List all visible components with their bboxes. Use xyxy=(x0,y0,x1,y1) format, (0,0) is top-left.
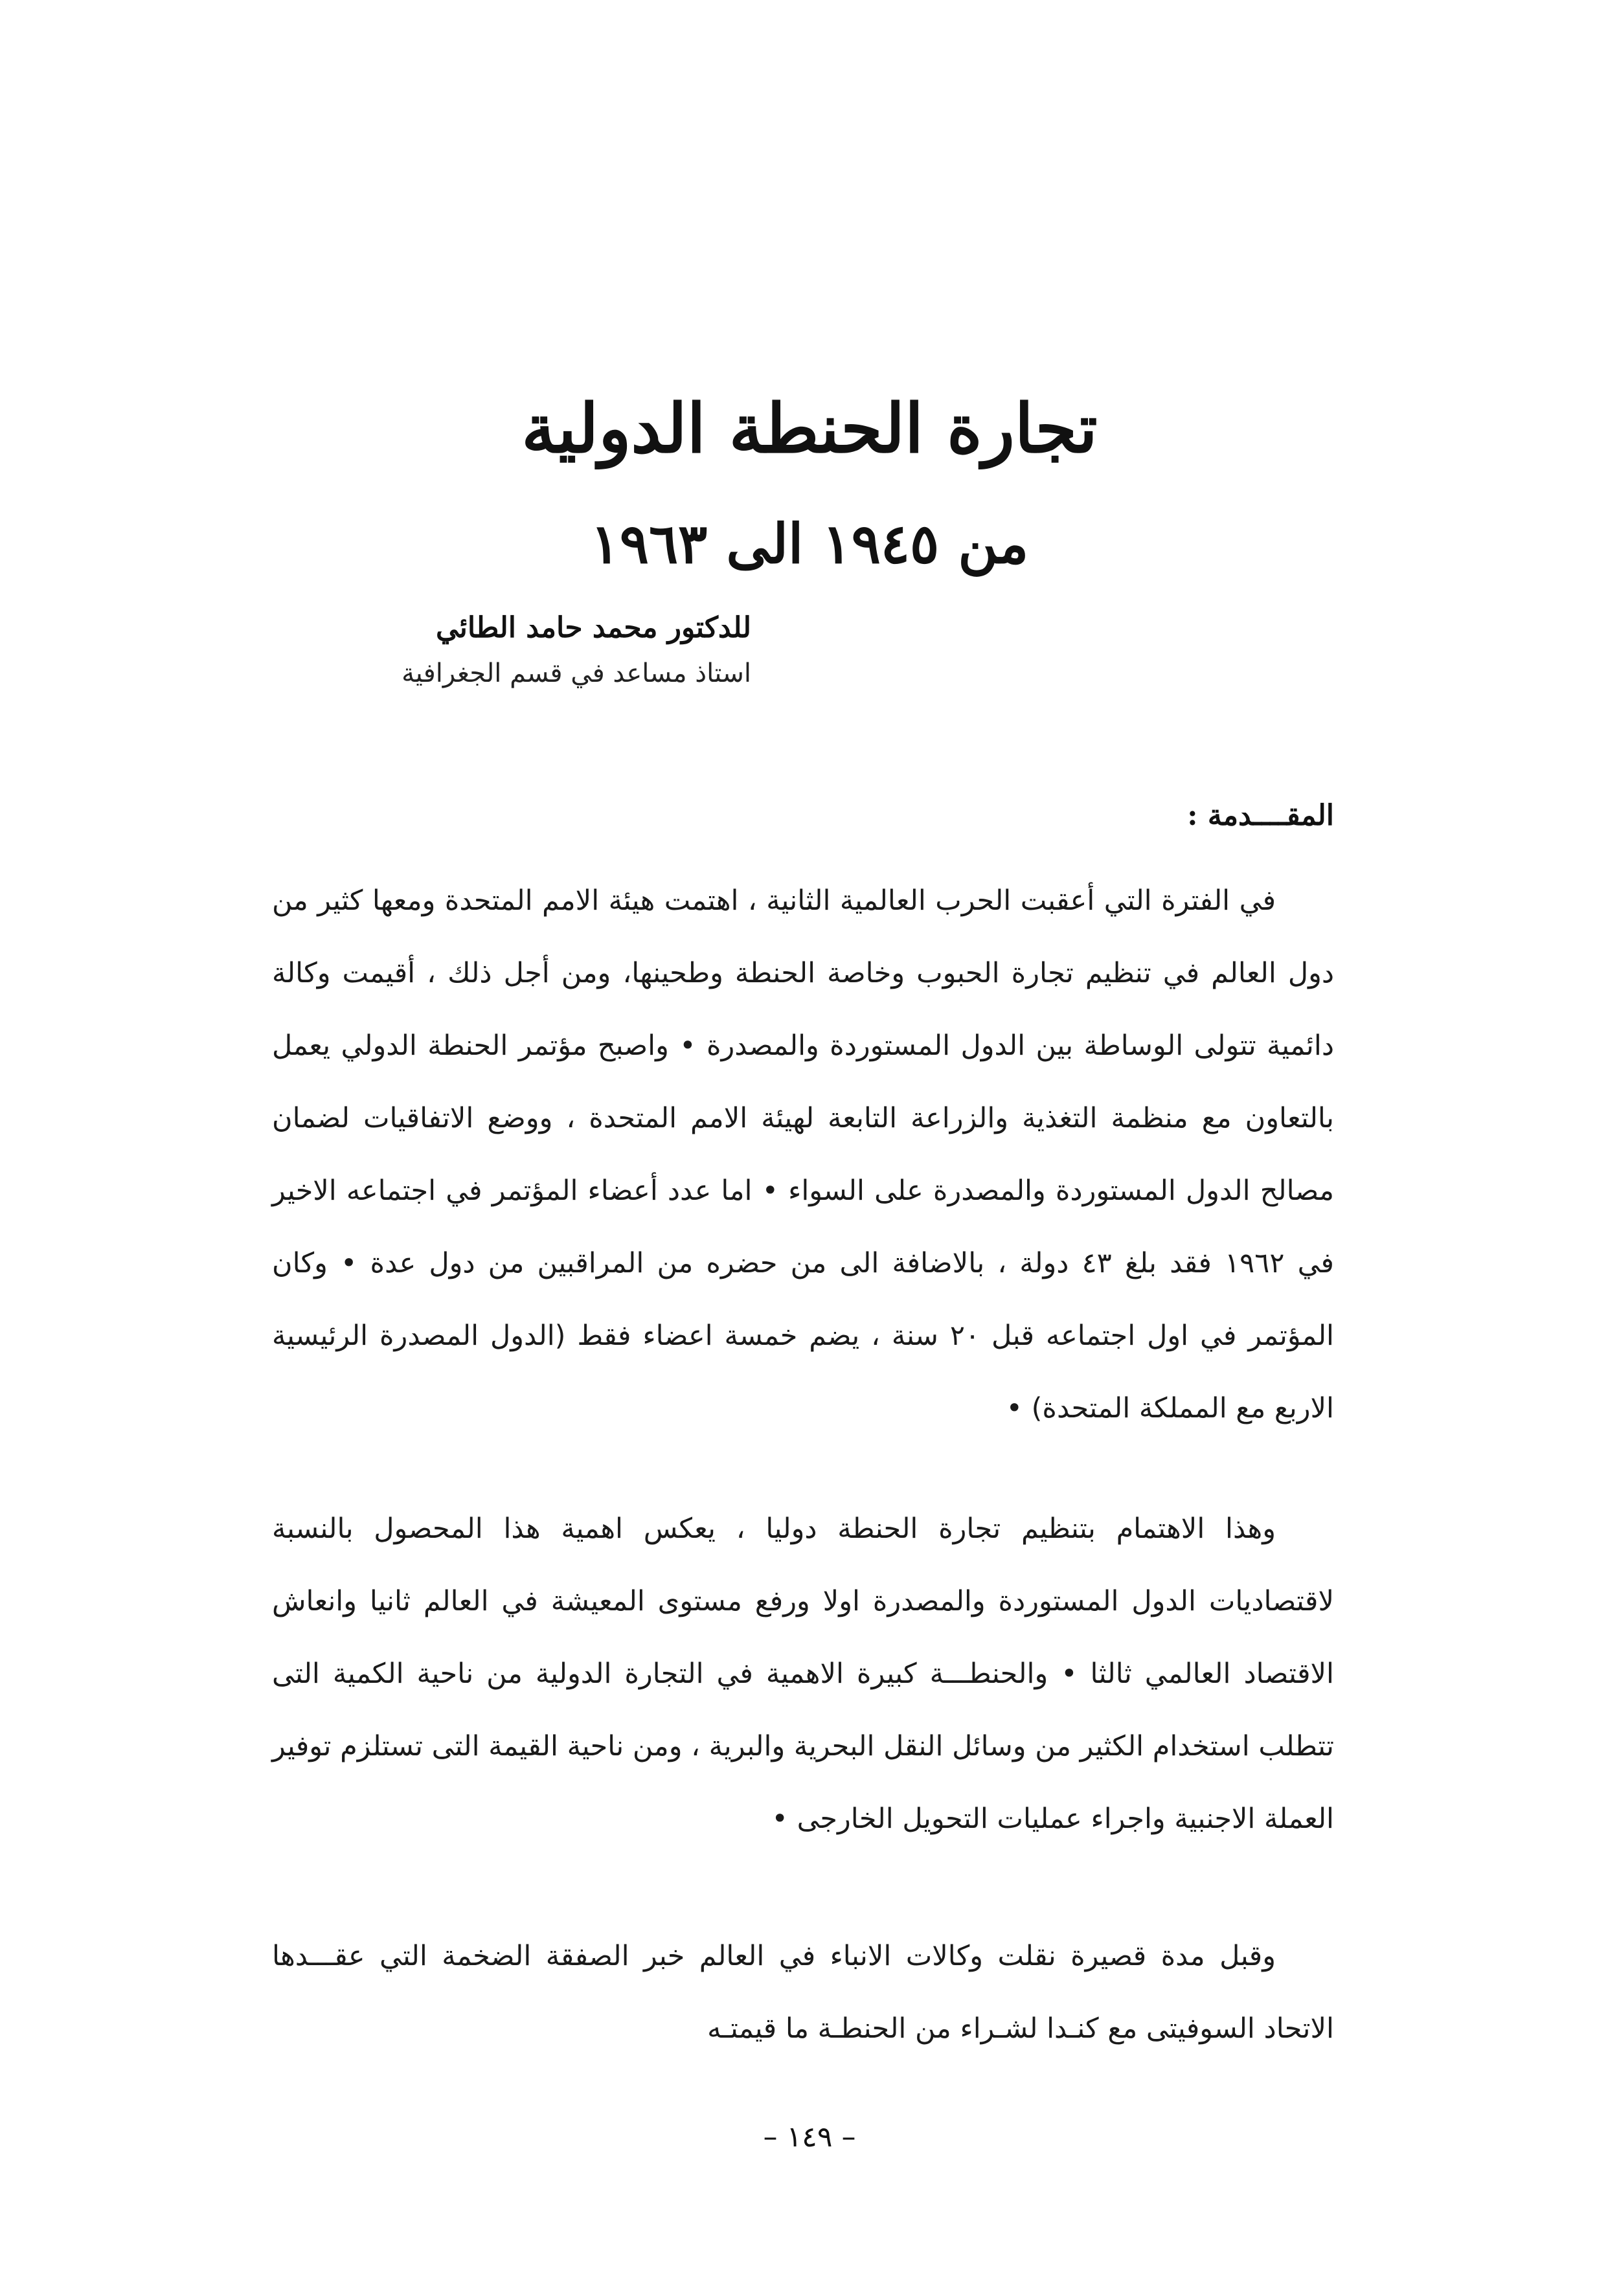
paragraph-text: وقبل مدة قصيرة نقلت وكالات الانباء في العالم خبر الصفقة الضخمة التي عقـــدها الاتحاد السوفيتى مع كنـدا لشـراء من الحنطـة ما قيمتـه xyxy=(272,1940,1334,2045)
body-paragraph-1 xyxy=(272,864,1334,1445)
article-title: تجارة الحنطة الدولية xyxy=(521,388,1098,468)
body-paragraph-2 xyxy=(272,1492,1334,1855)
page-number: – ١٤٩ – xyxy=(763,2121,856,2154)
body-paragraph-3 xyxy=(272,1920,1334,2065)
section-heading-introduction: المقــــدمة : xyxy=(1187,799,1334,832)
article-subtitle: من ١٩٤٥ الى ١٩٦٣ xyxy=(590,511,1029,576)
author-name: للدكتور محمد حامد الطائي xyxy=(435,611,751,644)
author-block xyxy=(285,605,751,696)
author-position: استاذ مساعد في قسم الجغرافية xyxy=(402,658,751,688)
paragraph-text: وهذا الاهتمام بتنظيم تجارة الحنطة دوليا ، يعكس اهمية هذا المحصول بالنسبة لاقتصاديات الدول المستوردة والمصدرة اولا ورفع مستوى المعيشة في العالم ثانيا وانعاش الاقتصاد العالمي ثالثا • والحنطـــة كبيرة الاهمية في التجارة الدولية من ناحية الكمية التى تتطلب استخدام الكثير من وسائل النقل البحرية والبرية ، ومن ناحية القيمة التى تستلزم توفير العملة الاجنبية واجراء عمليات التحويل الخارجى • xyxy=(272,1513,1334,1835)
paragraph-text: في الفترة التي أعقبت الحرب العالمية الثانية ، اهتمت هيئة الامم المتحدة ومعها كثير من دول العالم في تنظيم تجارة الحبوب وخاصة الحنطة وطحينها، ومن أجل ذلك ، أقيمت وكالة دائمية تتولى الوساطة بين الدول المستوردة والمصدرة • واصبح مؤتمر الحنطة الدولي يعمل بالتعاون مع منظمة التغذية والزراعة التابعة لهيئة الامم المتحدة ، ووضع الاتفاقيات لضمان مصالح الدول المستوردة والمصدرة على السواء • اما عدد أعضاء المؤتمر في اجتماعه الاخير في ١٩٦٢ فقد بلغ ٤٣ دولة ، بالاضافة الى من حضره من المراقبين من دول عدة • وكان المؤتمر في اول اجتماعه قبل ٢٠ سنة ، يضم خمسة اعضاء فقط (الدول المصدرة الرئيسية الاربع مع المملكة المتحدة) • xyxy=(272,884,1335,1424)
